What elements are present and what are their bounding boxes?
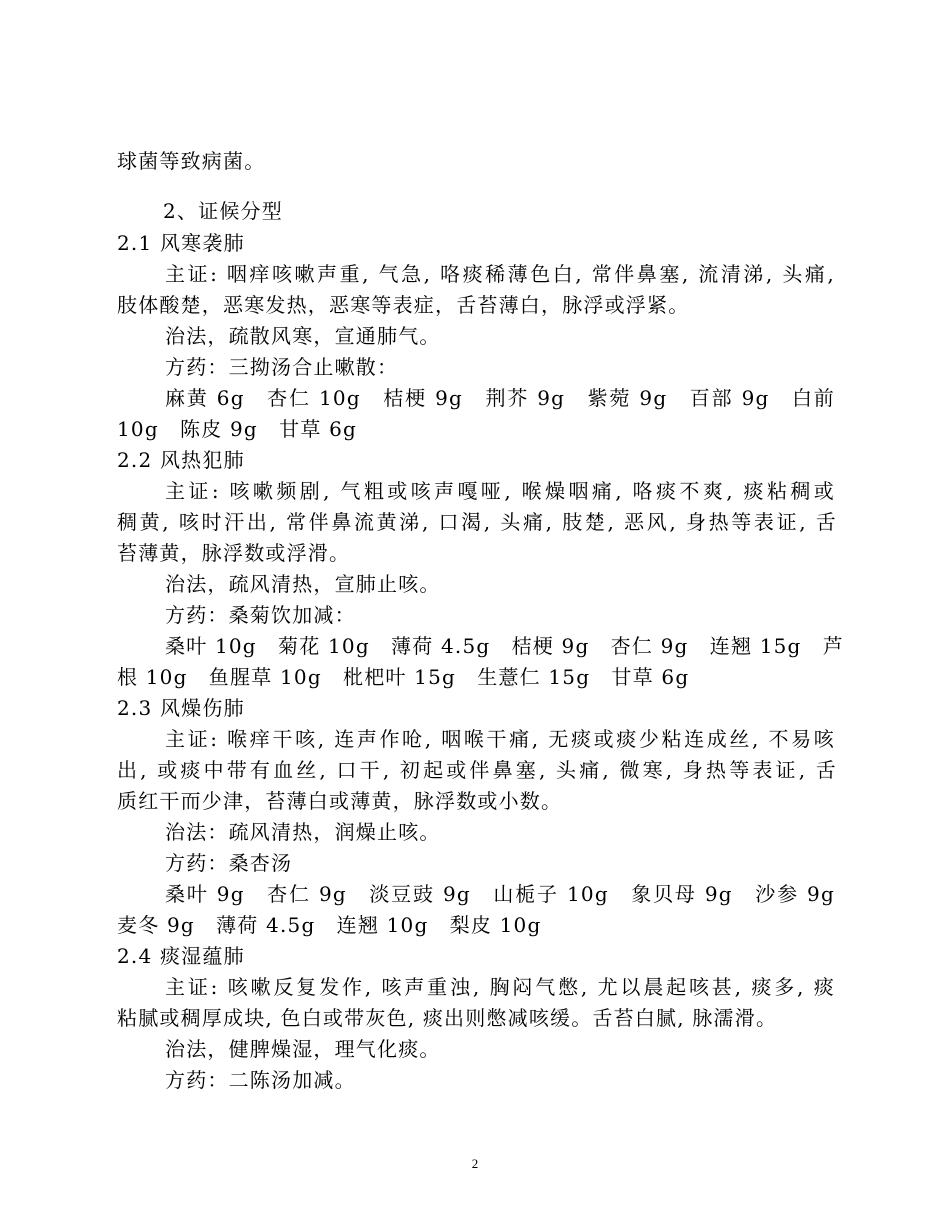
subsection-heading: 2.2 风热犯肺: [117, 448, 245, 472]
paragraph-line: 苔薄黄，脉浮数或浮滑。: [117, 541, 351, 565]
paragraph-line: 主证: 咳嗽频剧, 气粗或咳声嘎哑, 喉燥咽痛, 咯痰不爽, 痰粘稠或: [165, 479, 835, 503]
herb-list-line: 10g 陈皮 9g 甘草 6g: [117, 417, 358, 441]
treatment-line: 治法：疏风清热，润燥止咳。: [165, 820, 441, 844]
prescription-line: 方药：桑杏汤: [165, 851, 293, 875]
herb-list-line: 桑叶 10g 菊花 10g 薄荷 4.5g 桔梗 9g 杏仁 9g 连翘 15g 芦: [165, 634, 844, 658]
subsection-heading: 2.4 痰湿蕴肺: [117, 944, 245, 968]
herb-list-line: 桑叶 9g 杏仁 9g 淡豆豉 9g 山栀子 10g 象贝母 9g 沙参 9g: [165, 882, 835, 906]
paragraph-line: 稠黄, 咳时汗出, 常伴鼻流黄涕, 口渴, 头痛, 肢楚, 恶风, 身热等表证, 舌: [117, 510, 837, 534]
paragraph-line: 肢体酸楚，恶寒发热，恶寒等表症，舌苔薄白，脉浮或浮紧。: [117, 293, 690, 317]
herb-list-line: 麻黄 6g 杏仁 10g 桔梗 9g 荆芥 9g 紫菀 9g 百部 9g 白前: [165, 386, 835, 410]
paragraph-line: 主证: 喉痒干咳, 连声作呛, 咽喉干痛, 无痰或痰少粘连成丝, 不易咳: [165, 727, 835, 751]
paragraph-line: 质红干而少津，苔薄白或薄黄，脉浮数或小数。: [117, 789, 563, 813]
page-number: 2: [471, 1156, 479, 1171]
treatment-line: 治法，健脾燥湿，理气化痰。: [165, 1037, 441, 1061]
herb-list-line: 根 10g 鱼腥草 10g 枇杷叶 15g 生薏仁 15g 甘草 6g: [117, 665, 690, 689]
treatment-line: 治法，疏散风寒，宣通肺气。: [165, 324, 441, 348]
paragraph-line: 主证: 咳嗽反复发作, 咳声重浊, 胸闷气憋, 尤以晨起咳甚, 痰多, 痰: [165, 975, 835, 999]
section-heading: 2、证候分型: [163, 199, 283, 223]
paragraph-line: 粘腻或稠厚成块, 色白或带灰色, 痰出则憋减咳缓。舌苔白腻, 脉濡滑。: [117, 1006, 778, 1030]
paragraph-line: 主证: 咽痒咳嗽声重, 气急, 咯痰稀薄色白, 常伴鼻塞, 流清涕, 头痛,: [165, 262, 835, 286]
subsection-heading: 2.1 风寒袭肺: [117, 231, 245, 255]
treatment-line: 治法，疏风清热，宣肺止咳。: [165, 572, 441, 596]
herb-list-line: 麦冬 9g 薄荷 4.5g 连翘 10g 梨皮 10g: [117, 913, 542, 937]
prescription-line: 方药：二陈汤加减。: [165, 1068, 356, 1092]
text-line: 球菌等致病菌。: [117, 149, 266, 173]
prescription-line: 方药：桑菊饮加减：: [165, 603, 356, 627]
prescription-line: 方药：三拗汤合止嗽散：: [165, 355, 399, 379]
paragraph-line: 出, 或痰中带有血丝, 口干, 初起或伴鼻塞, 头痛, 微寒, 身热等表证, 舌: [117, 758, 837, 782]
subsection-heading: 2.3 风燥伤肺: [117, 696, 245, 720]
